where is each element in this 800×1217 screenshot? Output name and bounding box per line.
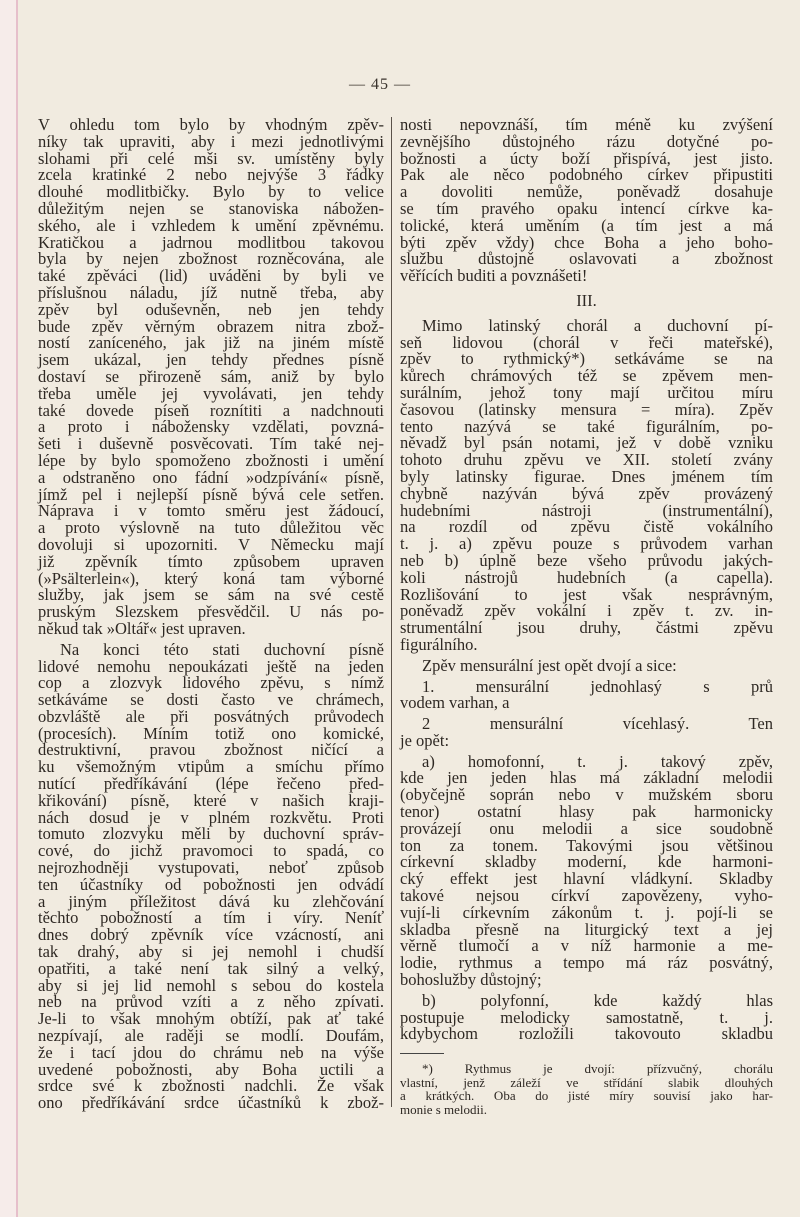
text-line: chybně nazýván bývá zpěv provázený — [400, 483, 773, 503]
text-line: časovou (latinsky mensura = míra). Zpěv — [400, 399, 773, 419]
text-line: zevnějšího důstojného rázu dotyčné po- — [400, 131, 773, 151]
text-line: církevní skladby moderní, kde harmoni- — [400, 852, 773, 872]
column-divider — [391, 117, 392, 1107]
right-column — [400, 117, 773, 1116]
text-line: tenor) ostatní hlasy pak harmonicky — [400, 802, 773, 822]
text-line: destruktivní, pravou zbožnost ničící a — [38, 740, 384, 760]
left-column — [38, 117, 384, 1116]
text-line: také zpěváci (lid) uváděni by byli ve — [38, 266, 384, 286]
text-line: *) Rythmus je dvojí: přízvučný, chorálu — [422, 1061, 773, 1077]
text-line: bude zpěv věrným obrazem nitra zbož- — [38, 316, 384, 336]
text-line: ností zaníceného, jak již na jiném místě — [38, 333, 384, 353]
text-line: ono předříkávání srdce účastníků k zbož- — [38, 1093, 384, 1113]
text-line: dnes dobrý zpěvník více vzácností, ani — [38, 925, 384, 945]
text-line: a) homofonní, t. j. takový zpěv, — [422, 751, 773, 771]
text-line: lodie, rythmus a tempo má ráz posvátný, — [400, 953, 773, 973]
section-heading: III. — [576, 290, 597, 310]
footnote-rule — [400, 1053, 444, 1054]
text-line: dlouhé modlitbičky. Bylo by to velice — [38, 182, 384, 202]
text-line: tomuto zlozvyku měli by duchovní správ- — [38, 824, 384, 844]
text-line: poněvadž zpěv vokální i zpěv t. zv. in- — [400, 601, 773, 621]
text-line: zpěv to rythmický*) setkáváme se na — [400, 349, 773, 369]
text-line: (»Psälterlein«), který koná tam výborné — [38, 568, 384, 588]
section-body — [400, 315, 773, 1044]
text-line: (obyčejně soprán nebo v mužském sboru — [400, 785, 773, 805]
text-line: pruským Slezskem přesvědčil. U nás po- — [38, 602, 384, 622]
text-line: bohoslužby důstojný; — [400, 970, 542, 990]
text-line: 2 mensurální vícehlasý. Ten — [422, 714, 773, 734]
text-line: těchto pobožností a tím i víry. Neníť — [38, 908, 384, 928]
text-line: nejrozhodněji vystupovati, neboť způsob — [38, 858, 384, 878]
text-line: V ohledu tom bylo by vhodným zpěv- — [38, 115, 384, 134]
text-line: seň lidovou (chorál v řeči mateřské), — [400, 332, 773, 352]
text-line: třeba uměle jej vyvolávati, jen tehdy — [38, 383, 384, 403]
text-line: kdybychom rozložili takovouto skladbu — [400, 1024, 773, 1044]
text-line: služby, jak jsem se sám na své cestě — [38, 585, 384, 605]
text-line: neb na průvod vzíti a z něho zpívati. — [38, 992, 384, 1012]
text-line: neb b) úplně beze všeho průvodu jakých- — [400, 550, 773, 570]
text-line: Náprava i v tomto směru jest žádoucí, — [38, 501, 384, 521]
paragraph-intro — [400, 117, 773, 285]
text-line: ského, ale i vzhledem k umění zpěvnému. — [38, 215, 384, 235]
paragraph — [38, 639, 384, 1113]
text-line: koli nástrojů hudebních (a capella). — [400, 567, 773, 587]
paragraph — [38, 117, 384, 638]
page-number: — 45 — — [349, 76, 411, 93]
footnote — [400, 1062, 773, 1116]
paragraph — [400, 716, 773, 750]
text-line: nezpívají, ale raději se modlí. Doufám, — [38, 1026, 384, 1046]
text-line: kůrech chrámových též se zpěvem men- — [400, 366, 773, 386]
text-line: b) polyfonní, kde každý hlas — [422, 990, 773, 1010]
text-line: a krátkých. Oba do jisté míry souvisí jako har- — [400, 1088, 773, 1104]
text-line: tohoto druhu zpěvu ve XII. století zvány — [400, 450, 773, 470]
text-line: Je-li to však mnohým obtíží, pak ať také — [38, 1009, 384, 1029]
text-line: setkáváme se dosti často ve chrámech, — [38, 690, 384, 710]
text-line: byly latinsky figurae. Dnes jménem tím — [400, 466, 773, 486]
text-line: zcela kratinké 2 nebo nejvýše 3 řádky — [38, 165, 384, 185]
text-line: tak drahý, aby si jej nemohl i chudší — [38, 942, 384, 962]
text-line: Zpěv mensurální jest opět dvojí a sice: — [422, 655, 677, 675]
text-line: také dovede píseň roznítiti a nadchnouti — [38, 400, 384, 420]
text-line: lidové nemohu nepoukázati ještě na jeden — [38, 656, 384, 676]
paragraph — [400, 315, 773, 654]
text-line: na rozdíl od zpěvu čistě vokálního — [400, 517, 773, 537]
text-line: cop a zlozvyk lidového zpěvu, s nímž — [38, 673, 384, 693]
text-line: cové, do jichž pravomoci to spadá, co — [38, 841, 384, 861]
text-line: 1. mensurální jednohlasý s prů — [422, 676, 773, 696]
text-line: vlastní, jenž záleží ve střídání slabik dlouhých — [400, 1074, 773, 1090]
text-line: opatřiti, a také není tak silný a velký, — [38, 958, 384, 978]
text-line: a jiným příležitost dává ku zlehčování — [38, 891, 384, 911]
text-line: nutící předříkávání (lépe řečeno před- — [38, 774, 384, 794]
text-line: je opět: — [400, 730, 450, 750]
text-line: že i tací jdou do chrámu neb na výše — [38, 1042, 384, 1062]
text-line: ku všemožným vtipům a smíchu přímo — [38, 757, 384, 777]
paragraph — [400, 990, 773, 1044]
text-line: srdce své k zbožnosti nadchli. Že však — [38, 1076, 384, 1096]
text-line: vodem varhan, a — [400, 693, 510, 713]
text-line: již zpěvník tímto způsobem upraven — [38, 551, 384, 571]
page-margin — [0, 0, 16, 1217]
text-line: Kratičkou a jadrnou modlitbou takovou — [38, 232, 384, 252]
text-line: jímž pel i nejlepší písně bývá cele setřen. — [38, 484, 384, 504]
text-line: byla by nejen zbožnost rozněcována, ale — [38, 249, 384, 269]
text-line: křikování) písně, které v našich kraji- — [38, 790, 384, 810]
text-line: (procesích). Míním totiž ono komické, — [38, 723, 384, 743]
text-line: uvedené pobožnosti, aby Boha uctili a — [38, 1059, 384, 1079]
text-line: jsem ukázal, jen tehdy přednes písně — [38, 350, 384, 370]
text-line: a odstraněno ono fádní »odzpívání« písně, — [38, 467, 384, 487]
text-line: se tím pravého opaku intencí církve ka- — [400, 198, 773, 218]
paragraph — [400, 676, 773, 713]
text-line: níky tak upraviti, aby i mezi jednotlivými — [38, 131, 384, 151]
text-line: býti zpěv vždy) chce Boha a jeho boho- — [400, 232, 773, 252]
text-line: šeti i duševně posvěcovati. Tím také nej- — [38, 434, 384, 454]
text-line: zpěv byl oduševněn, neb jen tehdy — [38, 299, 384, 319]
text-line: službu důstojně oslavovati a zbožnost — [400, 249, 773, 269]
text-line: dostaví se přirozeně sám, aniž by bylo — [38, 366, 384, 386]
paragraph — [400, 751, 773, 990]
text-line: cký effekt jest hlavní vládkyní. Skladby — [400, 869, 773, 889]
text-line: takové nejsou církví zapovězeny, vyho- — [400, 886, 773, 906]
text-line: tolické, která uměním (a tím jest a má — [400, 215, 773, 235]
margin-line — [16, 0, 18, 1217]
text-line: Rozlišování to jest však nesprávným, — [400, 584, 773, 604]
text-line: ton za tonem. Takovými jsou většinou — [400, 835, 773, 855]
text-line: nách dosud je v plném rozkvětu. Proti — [38, 807, 384, 827]
text-line: aby si jej lid nemohl s sebou do kostela — [38, 975, 384, 995]
text-line: strumentální jsou druhy, částmi zpěvu — [400, 618, 773, 638]
text-line: tento nazývá se také figurálním, po- — [400, 416, 773, 436]
text-line: surálním, jehož tony mají určitou míru — [400, 382, 773, 402]
text-line: Na konci této stati duchovní písně — [60, 639, 384, 659]
text-line: provázejí onu melodii a sice soudobně — [400, 818, 773, 838]
text-line: a dovoliti nemůže, poněvadž dosahuje — [400, 182, 773, 202]
text-line: nosti nepovznáší, tím méně ku zvýšení — [400, 115, 773, 134]
text-line: něvadž byl psán notami, jež v době vzniku — [400, 433, 773, 453]
text-line: věrně tlumočí a v níž harmonie a me- — [400, 936, 773, 956]
text-line: důležitým nejen se stanoviska nábožen- — [38, 198, 384, 218]
text-line: a proto výslovně na tuto důležitou věc — [38, 518, 384, 538]
text-line: hudebními nástroji (instrumentální), — [400, 500, 773, 520]
text-line: dovoluji si upozorniti. V Německu mají — [38, 534, 384, 554]
text-line: ten účastníky od pobožnosti jen odvádí — [38, 874, 384, 894]
text-line: a proto i nábožensky vzdělati, povzná- — [38, 417, 384, 437]
text-line: Mimo latinský chorál a duchovní pí- — [422, 315, 773, 335]
text-line: někud tak »Oltář« jest upraven. — [38, 618, 246, 638]
paragraph — [400, 655, 773, 675]
text-line: figurálního. — [400, 634, 478, 654]
text-line: vují-li církevním zákonům t. j. pojí-li se — [400, 902, 773, 922]
text-line: skladba přesně na liturgický text a jej — [400, 919, 773, 939]
text-line: obzvláště ale při posvátných průvodech — [38, 706, 384, 726]
text-line: příslušnou náladu, jíž nutně třeba, aby — [38, 282, 384, 302]
text-line: lépe by bylo spomoženo zbožnosti i umění — [38, 450, 384, 470]
text-line: božnosti a úcty boží přispívá, jest jisto. — [400, 148, 773, 168]
text-line: monie s melodii. — [400, 1101, 488, 1117]
text-line: Pak ale něco podobného církev připustiti — [400, 165, 773, 185]
text-line: slohami při celé mši sv. umístěny byly — [38, 148, 384, 168]
text-line: t. j. a) zpěvu pouze s průvodem varhan — [400, 534, 773, 554]
text-line: postupuje melodicky samostatně, t. j. — [400, 1007, 773, 1027]
text-line: věřících buditi a povznášeti! — [400, 266, 588, 286]
text-line: kde jen jeden hlas má základní melodii — [400, 768, 773, 788]
